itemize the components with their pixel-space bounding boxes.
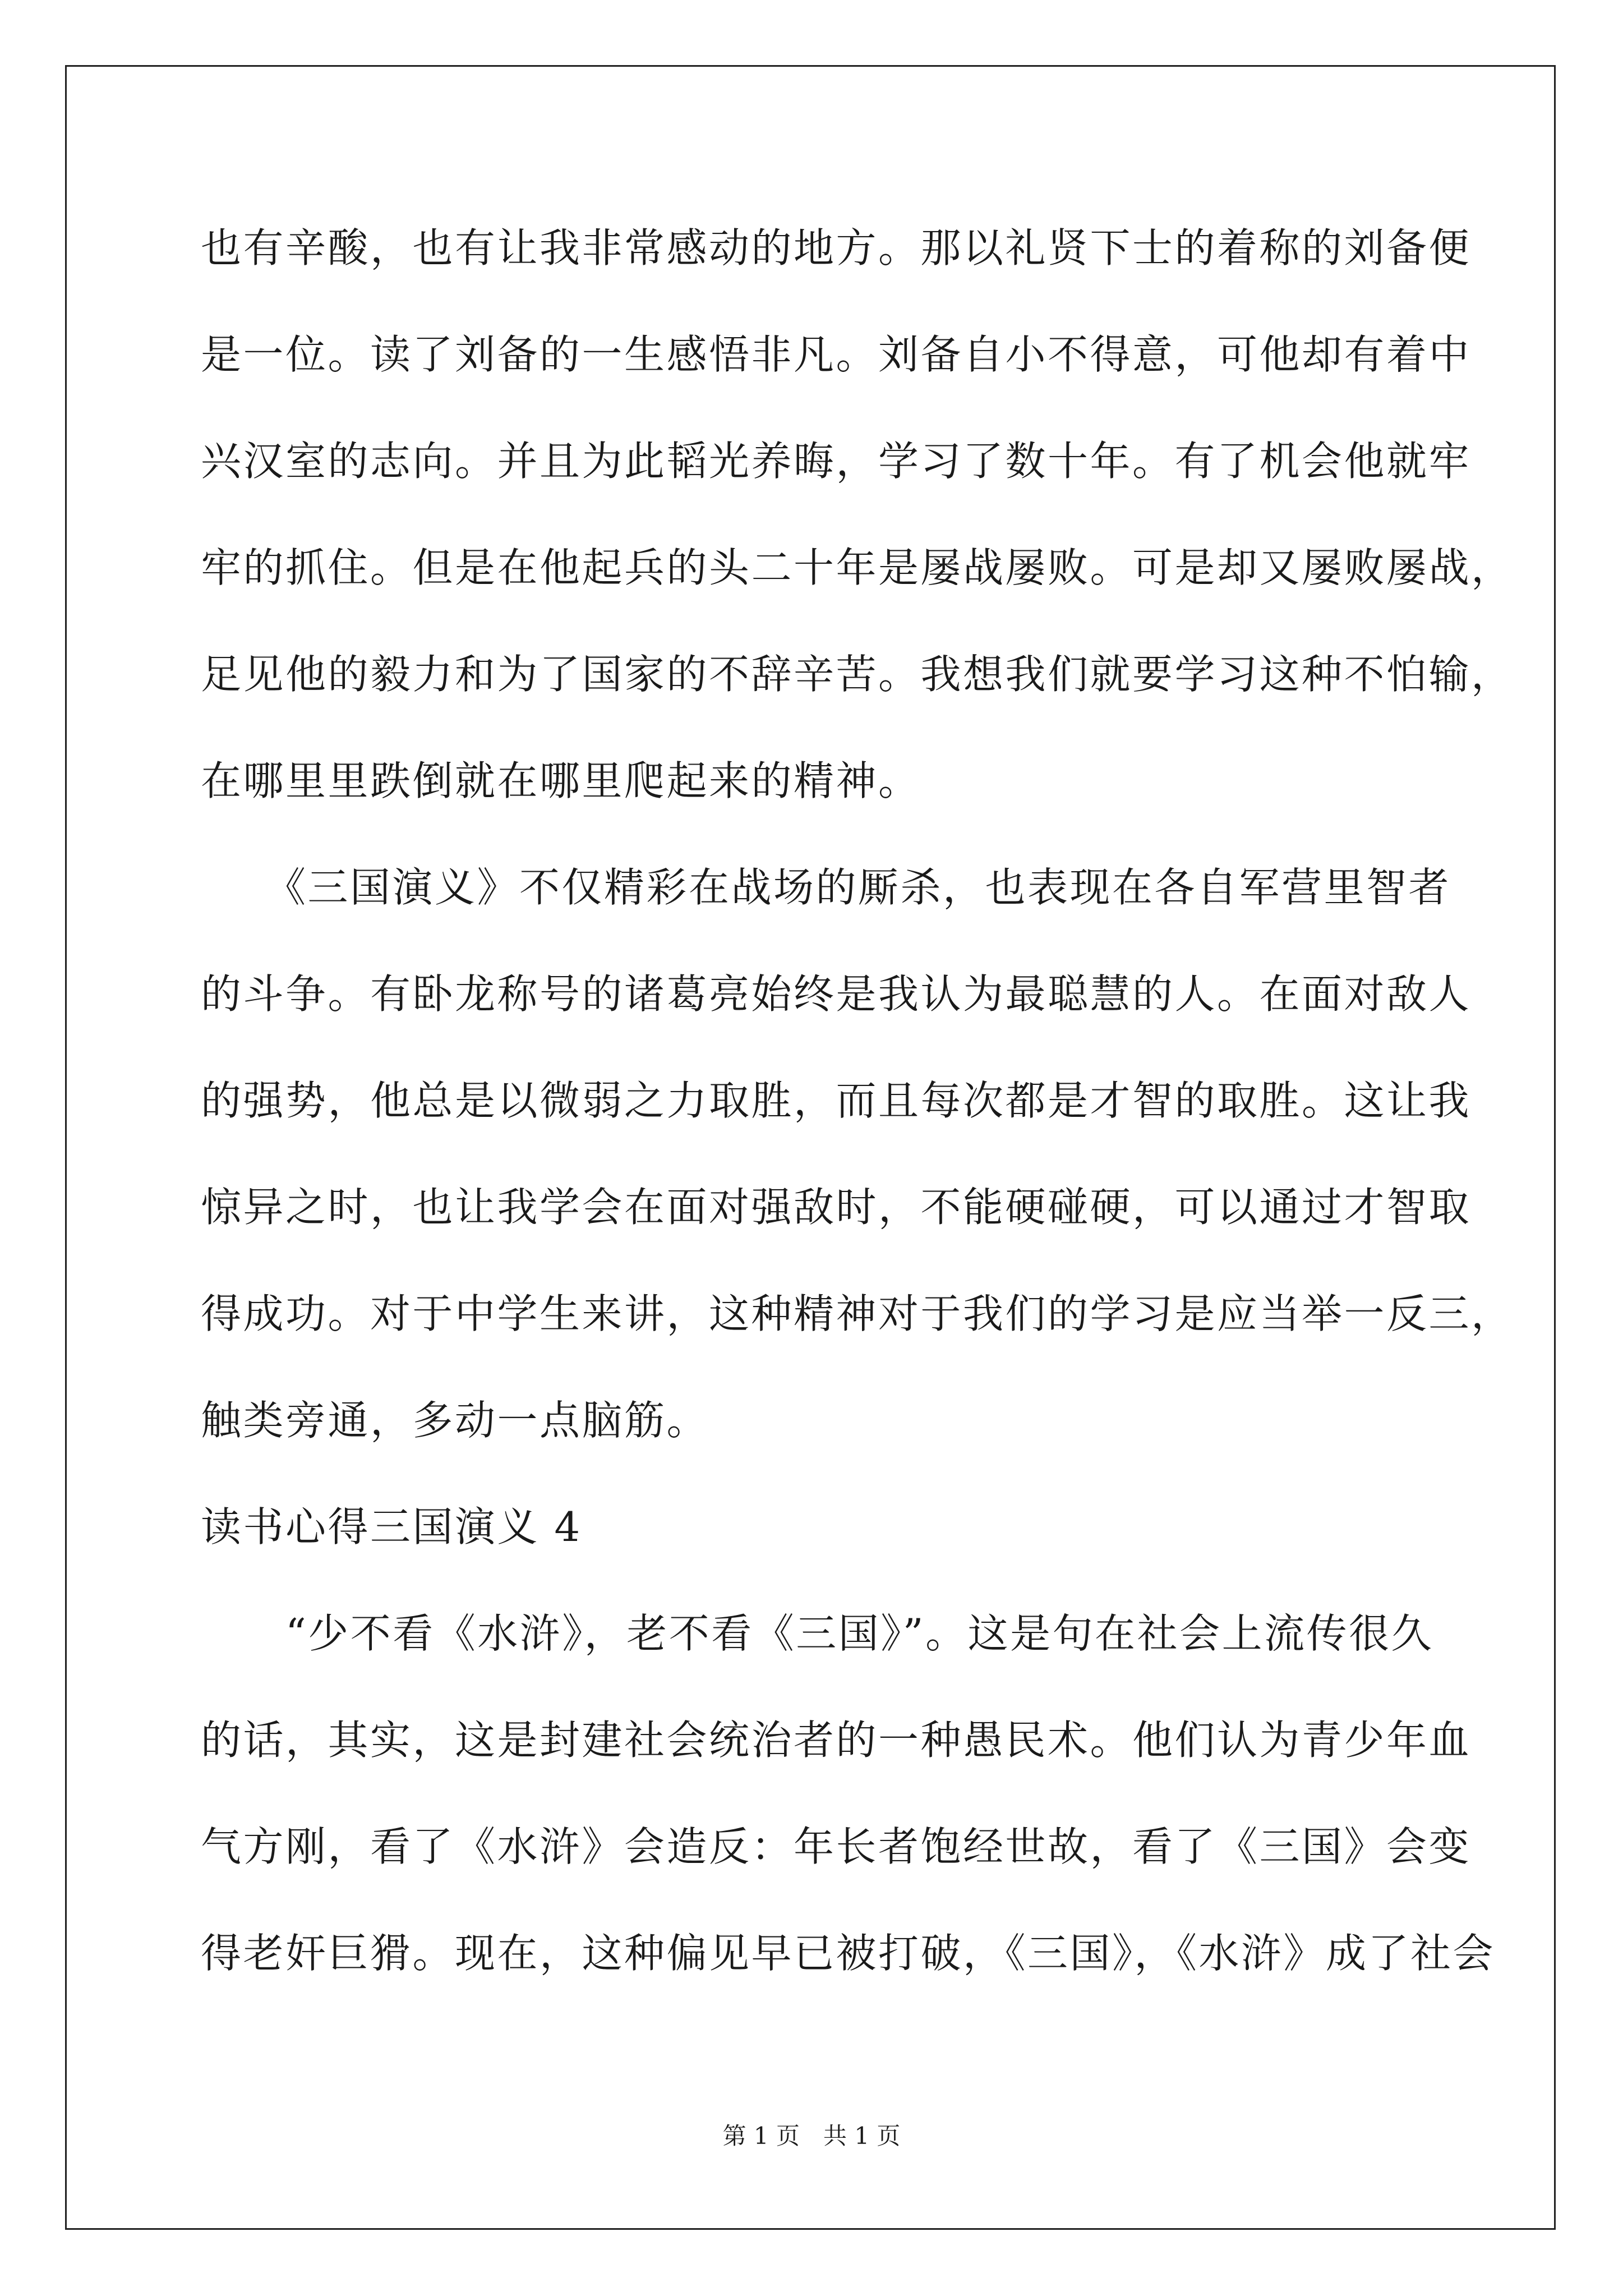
text-line: 兴汉室的志向。并且为此韬光养晦，学习了数十年。有了机会他就牢 (201, 438, 1472, 485)
text-line: 得成功。对于中学生来讲，这种精神对于我们的学习是应当举一反三， (201, 1290, 1514, 1337)
text-line: 牢的抓住。但是在他起兵的头二十年是屡战屡败。可是却又屡败屡战， (201, 544, 1514, 591)
text-line: 气方刚，看了《水浒》会造反：年长者饱经世故，看了《三国》会变 (201, 1823, 1472, 1870)
document-body (201, 219, 1514, 2031)
text-line: 惊异之时，也让我学会在面对强敌时，不能硬碰硬，可以通过才智取 (201, 1184, 1472, 1231)
text-line: 在哪里里跌倒就在哪里爬起来的精神。 (201, 757, 921, 804)
text-line: “少不看《水浒》，老不看《三国》”。这是句在社会上流传很久 (201, 1610, 1434, 1657)
text-line: 足见他的毅力和为了国家的不辞辛苦。我想我们就要学习这种不怕输， (201, 651, 1514, 698)
section-heading: 读书心得三国演义 4 (201, 1503, 582, 1550)
text-line: 也有辛酸，也有让我非常感动的地方。那以礼贤下士的着称的刘备便 (201, 224, 1472, 272)
text-line: 的斗争。有卧龙称号的诸葛亮始终是我认为最聪慧的人。在面对敌人 (201, 970, 1472, 1018)
text-line: 的强势，他总是以微弱之力取胜，而且每次都是才智的取胜。这让我 (201, 1077, 1472, 1124)
text-line: 《三国演义》不仅精彩在战场的厮杀，也表现在各自军营里智者 (201, 864, 1451, 911)
page-footer: 第 1 页 共 1 页 (722, 2122, 901, 2150)
text-line: 触类旁通，多动一点脑筋。 (201, 1397, 709, 1444)
text-line: 得老奸巨猾。现在，这种偏见早已被打破，《三国》，《水浒》成了社会 (201, 1930, 1496, 1977)
text-line: 是一位。读了刘备的一生感悟非凡。刘备自小不得意，可他却有着中 (201, 331, 1472, 378)
text-line: 的话，其实，这是封建社会统治者的一种愚民术。他们认为青少年血 (201, 1717, 1472, 1764)
